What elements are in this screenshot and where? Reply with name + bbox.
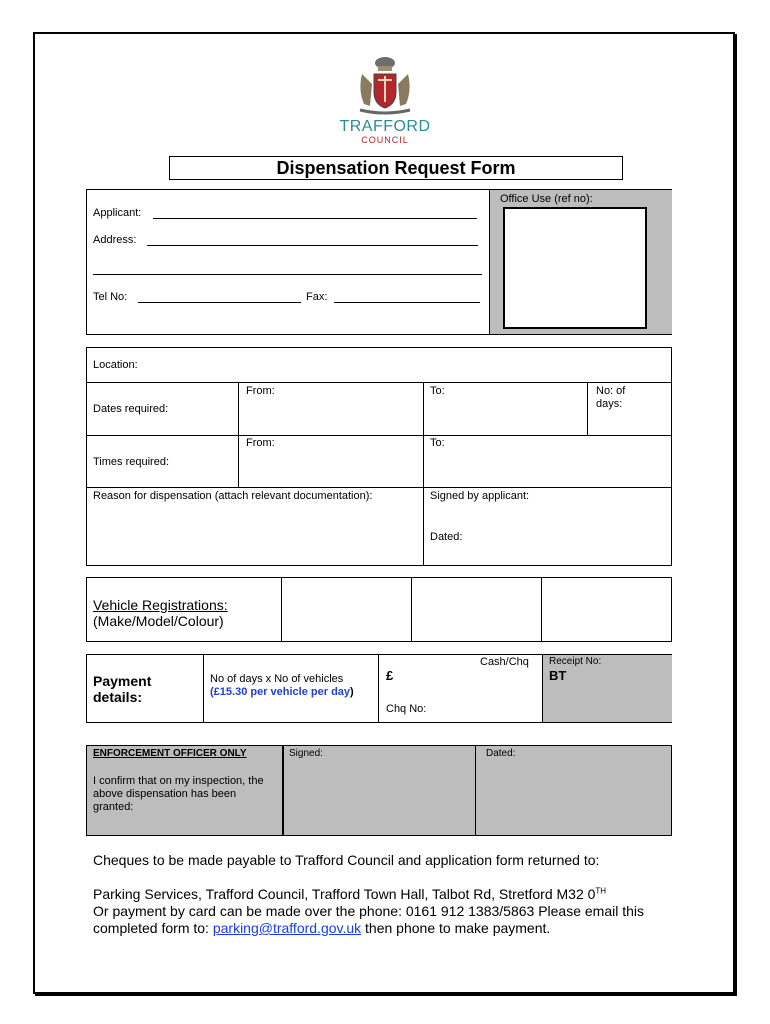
enforcement-text: I confirm that on my inspection, the above dispensation has been granted:	[93, 775, 264, 813]
details-box	[86, 347, 672, 566]
no-of-days-label: No: of days:	[596, 385, 626, 410]
footer-address-sup: TH	[595, 886, 607, 896]
times-from-label: From:	[246, 437, 275, 449]
trafford-coat-of-arms-icon	[354, 54, 416, 116]
divider	[238, 382, 239, 487]
dates-from-label: From:	[246, 385, 275, 397]
reason-label: Reason for dispensation (attach relevant documentation):	[93, 490, 373, 502]
tel-label: Tel No:	[93, 291, 128, 303]
applicant-dated-label: Dated:	[430, 531, 463, 543]
signed-by-applicant-label: Signed by applicant:	[430, 490, 530, 502]
enforcement-title: ENFORCEMENT OFFICER ONLY	[93, 748, 247, 759]
payment-rate-close: )	[350, 686, 354, 698]
tel-field[interactable]	[138, 302, 301, 303]
org-name: TRAFFORD	[339, 118, 431, 135]
payment-label: Payment details:	[93, 673, 152, 705]
dates-to-label: To:	[430, 385, 445, 397]
vehicle-field-1[interactable]	[282, 578, 410, 641]
enforcement-dated-label: Dated:	[486, 748, 516, 759]
footer-email-prefix: completed form to:	[93, 920, 213, 936]
fax-field[interactable]	[334, 302, 480, 303]
footer-email-suffix: then phone to make payment.	[361, 920, 551, 936]
cash-chq-label: Cash/Chq	[480, 656, 529, 668]
page-title: Dispensation Request Form	[276, 158, 516, 178]
currency-symbol: £	[386, 668, 394, 683]
footer-address-text: Parking Services, Trafford Council, Trafford Town Hall, Talbot Rd, Stretford M32 0	[93, 886, 596, 902]
divider	[203, 654, 204, 723]
divider	[86, 382, 672, 383]
divider	[378, 654, 379, 723]
footer-cheques-text: Cheques to be made payable to Trafford Council and application form returned to:	[93, 852, 600, 868]
applicant-label: Applicant:	[93, 207, 142, 219]
address-field-line2[interactable]	[93, 274, 482, 275]
footer-address	[93, 886, 606, 902]
payment-rate-text: (£15.30 per vehicle per day	[210, 686, 351, 698]
enforcement-dated-field[interactable]	[482, 762, 662, 830]
receipt-value: BT	[549, 668, 567, 683]
divider	[587, 382, 588, 435]
form-title-box	[169, 156, 623, 180]
times-to-label: To:	[430, 437, 445, 449]
divider	[86, 435, 672, 436]
office-ref-field[interactable]	[503, 207, 647, 329]
enforcement-signed-field[interactable]	[289, 762, 469, 830]
fax-label: Fax:	[306, 291, 328, 303]
times-label: Times required:	[93, 456, 170, 468]
divider	[475, 745, 476, 836]
footer-phone-text: Or payment by card can be made over the phone: 0161 912 1383/5863 Please email this	[93, 903, 645, 919]
payment-rate	[210, 686, 370, 699]
divider	[282, 745, 284, 836]
applicant-field[interactable]	[153, 218, 477, 219]
vehicle-subtitle: (Make/Model/Colour)	[93, 613, 224, 629]
location-label: Location:	[93, 359, 138, 371]
chq-no-label: Chq No:	[386, 703, 427, 715]
divider	[86, 487, 672, 488]
footer-email-line	[93, 920, 550, 936]
org-sub: COUNCIL	[361, 135, 409, 145]
receipt-label: Receipt No:	[549, 656, 602, 667]
divider	[423, 382, 424, 566]
enforcement-signed-label: Signed:	[289, 748, 323, 759]
vehicle-field-3[interactable]	[542, 578, 670, 641]
payment-formula: No of days x No of vehicles	[210, 673, 344, 685]
address-label: Address:	[93, 234, 137, 246]
address-field[interactable]	[147, 245, 478, 246]
email-link[interactable]: parking@trafford.gov.uk	[212, 920, 362, 936]
dates-label: Dates required:	[93, 403, 169, 415]
amount-field[interactable]	[395, 668, 475, 684]
vehicle-field-2[interactable]	[412, 578, 540, 641]
office-use-label: Office Use (ref no):	[500, 193, 593, 205]
vehicle-title: Vehicle Registrations:	[93, 597, 228, 613]
